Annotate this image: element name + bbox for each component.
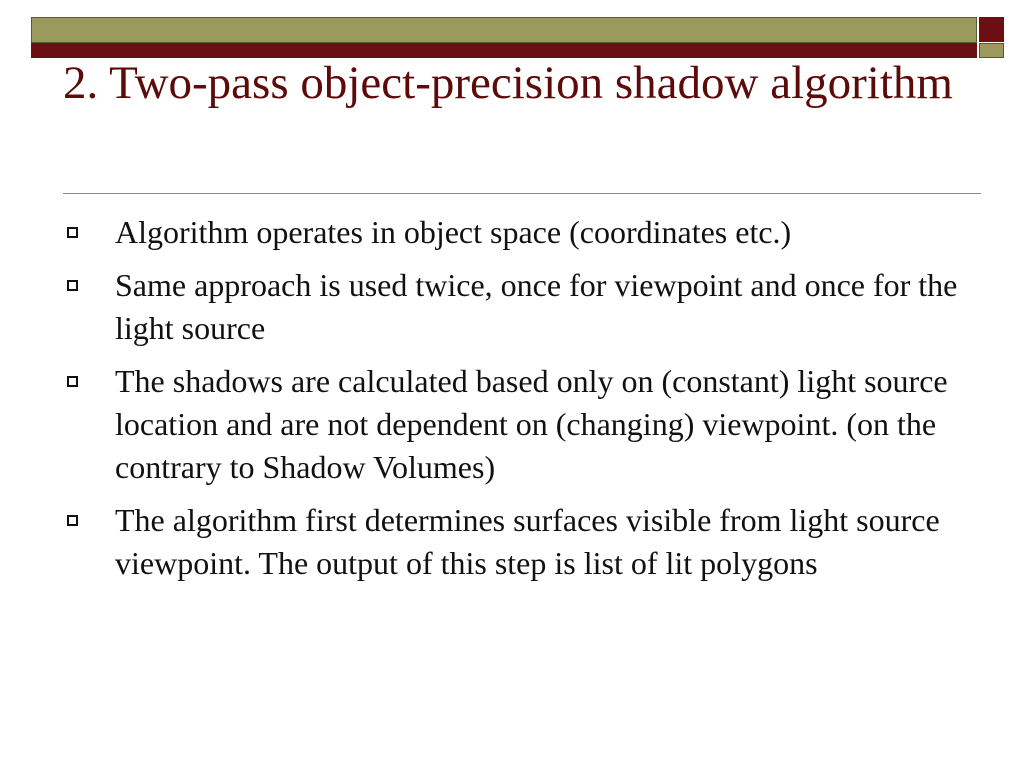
hollow-square-icon — [67, 515, 78, 526]
title-divider — [63, 193, 981, 194]
bullet-item — [63, 264, 973, 350]
bullet-item — [63, 360, 973, 489]
hollow-square-icon — [67, 280, 78, 291]
bullet-text: Same approach is used twice, once for viewpoint and once for the light source — [115, 267, 958, 346]
corner-square-olive — [979, 43, 1004, 58]
bullet-text: The shadows are calculated based only on (constant) light source location and are not dependent on (changing) viewpoint. (on the contrary to Shadow Volumes) — [115, 363, 948, 485]
bullet-list — [63, 211, 973, 595]
corner-square-maroon — [979, 17, 1004, 42]
bullet-item — [63, 211, 973, 254]
bullet-text: Algorithm operates in object space (coordinates etc.) — [115, 214, 792, 250]
bullet-text: The algorithm first determines surfaces visible from light source viewpoint. The output of this step is list of lit polygons — [115, 502, 940, 581]
bullet-item — [63, 499, 973, 585]
hollow-square-icon — [67, 376, 78, 387]
slide-title: 2. Two-pass object-precision shadow algorithm — [63, 57, 953, 109]
hollow-square-icon — [67, 227, 78, 238]
header-bar-olive — [31, 17, 977, 43]
